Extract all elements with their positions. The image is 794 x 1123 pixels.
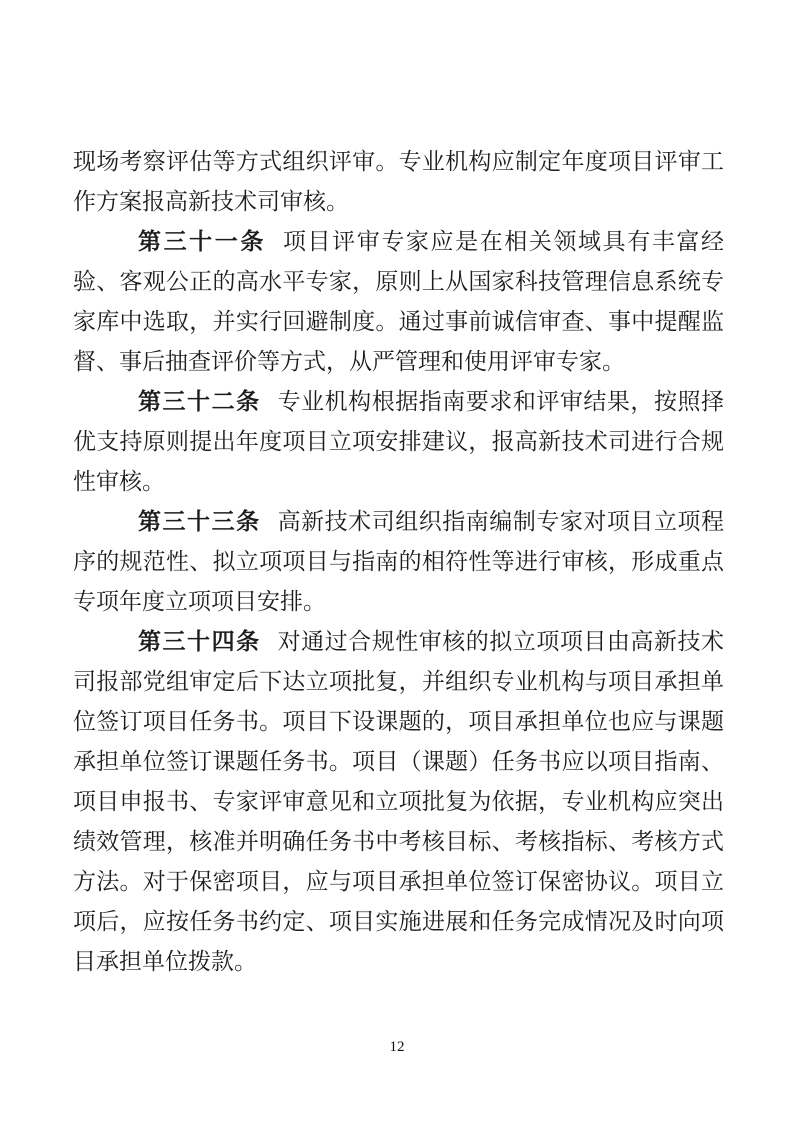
page-footer: [0, 1037, 794, 1057]
article-number: 第三十四条: [138, 629, 261, 654]
article-number: 第三十三条: [138, 509, 261, 534]
article-paragraph: [73, 622, 724, 982]
page-number: 12: [389, 1039, 405, 1055]
article-paragraph: [73, 222, 724, 382]
continuation-text: 现场考察评估等方式组织评审。专业机构应制定年度项目评审工作方案报高新技术司审核。: [73, 149, 724, 214]
continuation-paragraph: [73, 142, 724, 222]
article-text: 专业机构根据指南要求和评审结果，按照择优支持原则提出年度项目立项安排建议，报高新技术司进行合规性审核。: [73, 389, 725, 494]
document-body: [73, 142, 724, 982]
article-text: 高新技术司组织指南编制专家对项目立项程序的规范性、拟立项项目与指南的相符性等进行审核，形成重点专项年度立项项目安排。: [73, 509, 725, 614]
article-text: 项目评审专家应是在相关领域具有丰富经验、客观公正的高水平专家，原则上从国家科技管理信息系统专家库中选取，并实行回避制度。通过事前诚信审查、事中提醒监督、事后抽查评价等方式，从严管理和使用评审专家。: [73, 229, 725, 374]
article-number: 第三十一条: [138, 229, 266, 254]
article-number: 第三十二条: [138, 389, 261, 414]
article-text: 对通过合规性审核的拟立项项目由高新技术司报部党组审定后下达立项批复，并组织专业机构与项目承担单位签订项目任务书。项目下设课题的，项目承担单位也应与课题承担单位签订课题任务书。项目（课题）任务书应以项目指南、项目申报书、专家评审意见和立项批复为依据，专业机构应突出绩效管理，核准并明确任务书中考核目标、考核指标、考核方式方法。对于保密项目，应与项目承担单位签订保密协议。项目立项后，应按任务书约定、项目实施进展和任务完成情况及时向项目承担单位拨款。: [73, 629, 725, 974]
article-paragraph: [73, 382, 724, 502]
article-paragraph: [73, 502, 724, 622]
